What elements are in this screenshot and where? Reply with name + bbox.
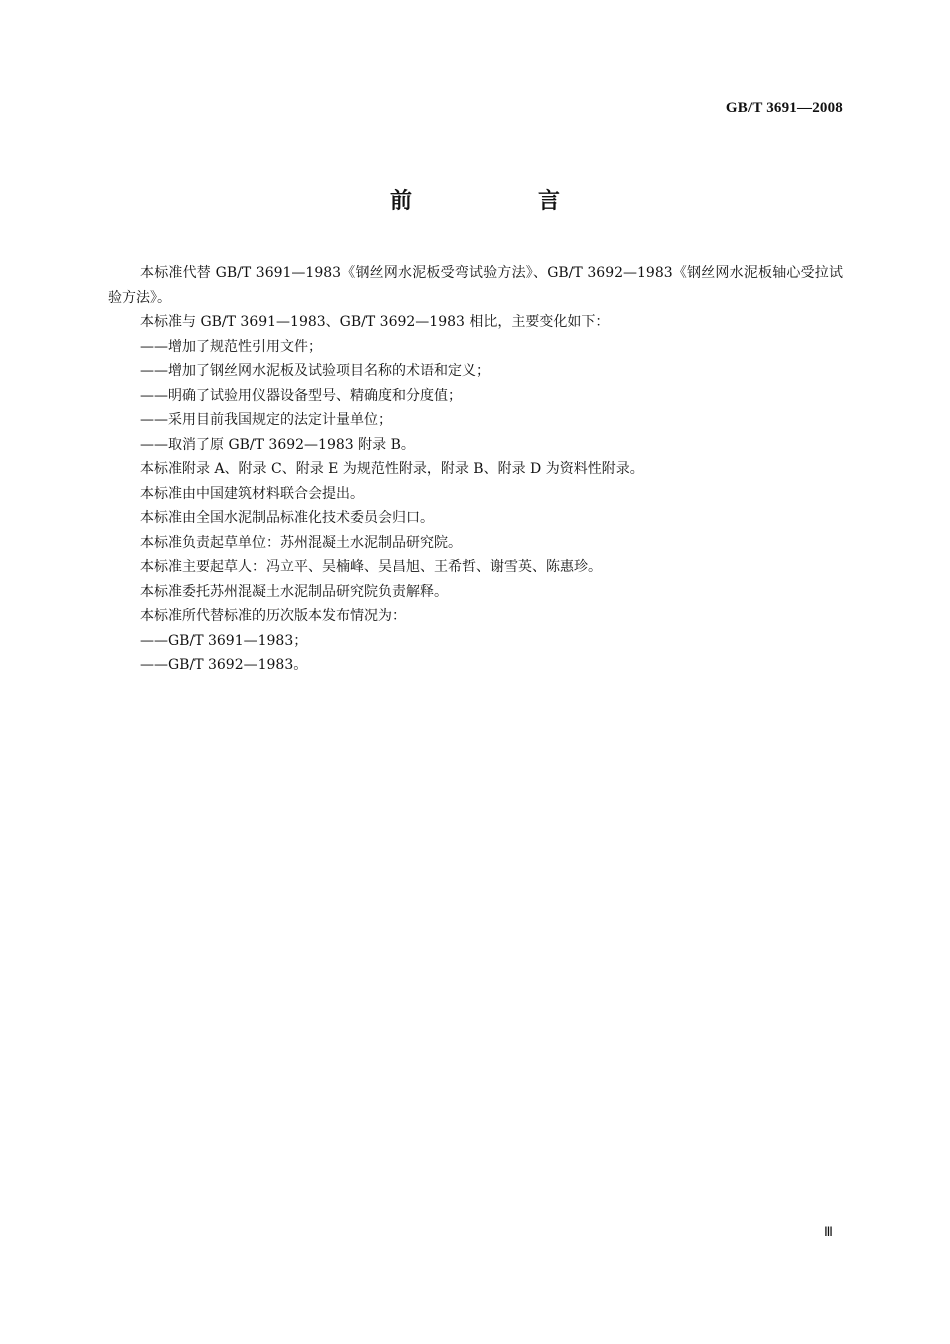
paragraph: 本标准负责起草单位：苏州混凝土水泥制品研究院。	[140, 534, 462, 551]
page-number: Ⅲ	[824, 1224, 833, 1239]
paragraph: 本标准主要起草人：冯立平、吴楠峰、吴昌旭、王希哲、谢雪英、陈惠珍。	[140, 559, 602, 575]
list-item: ——采用目前我国规定的法定计量单位；	[140, 412, 392, 428]
list-item: ——GB/T 3692—1983。	[140, 657, 308, 673]
list-item: ——取消了原 GB/T 3692—1983 附录 B。	[140, 436, 415, 453]
paragraph: 本标准由全国水泥制品标准化技术委员会归口。	[140, 510, 434, 526]
paragraph: 本标准与 GB/T 3691—1983、GB/T 3692—1983 相比，主要变化如下：	[140, 314, 610, 330]
list-item: ——明确了试验用仪器设备型号、精确度和分度值；	[140, 387, 462, 404]
paragraph: 本标准代替 GB/T 3691—1983《钢丝网水泥板受弯试验方法》、GB/T 3692—1983《钢丝网水泥板轴心受拉试验方法》。	[108, 265, 843, 306]
paragraph: 本标准所代替标准的历次版本发布情况为：	[140, 608, 406, 624]
standard-code-header: GB/T 3691—2008	[725, 100, 843, 116]
paragraph: 本标准委托苏州混凝土水泥制品研究院负责解释。	[140, 583, 448, 600]
list-item: ——增加了规范性引用文件；	[140, 338, 322, 355]
page-title: 前 言	[389, 189, 612, 214]
list-item: ——增加了钢丝网水泥板及试验项目名称的术语和定义；	[140, 363, 490, 379]
paragraph: 本标准附录 A、附录 C、附录 E 为规范性附录，附录 B、附录 D 为资料性附录。	[140, 461, 644, 477]
paragraph: 本标准由中国建筑材料联合会提出。	[140, 485, 364, 502]
foreword-body	[108, 261, 843, 678]
list-item: ——GB/T 3691—1983；	[140, 632, 308, 649]
